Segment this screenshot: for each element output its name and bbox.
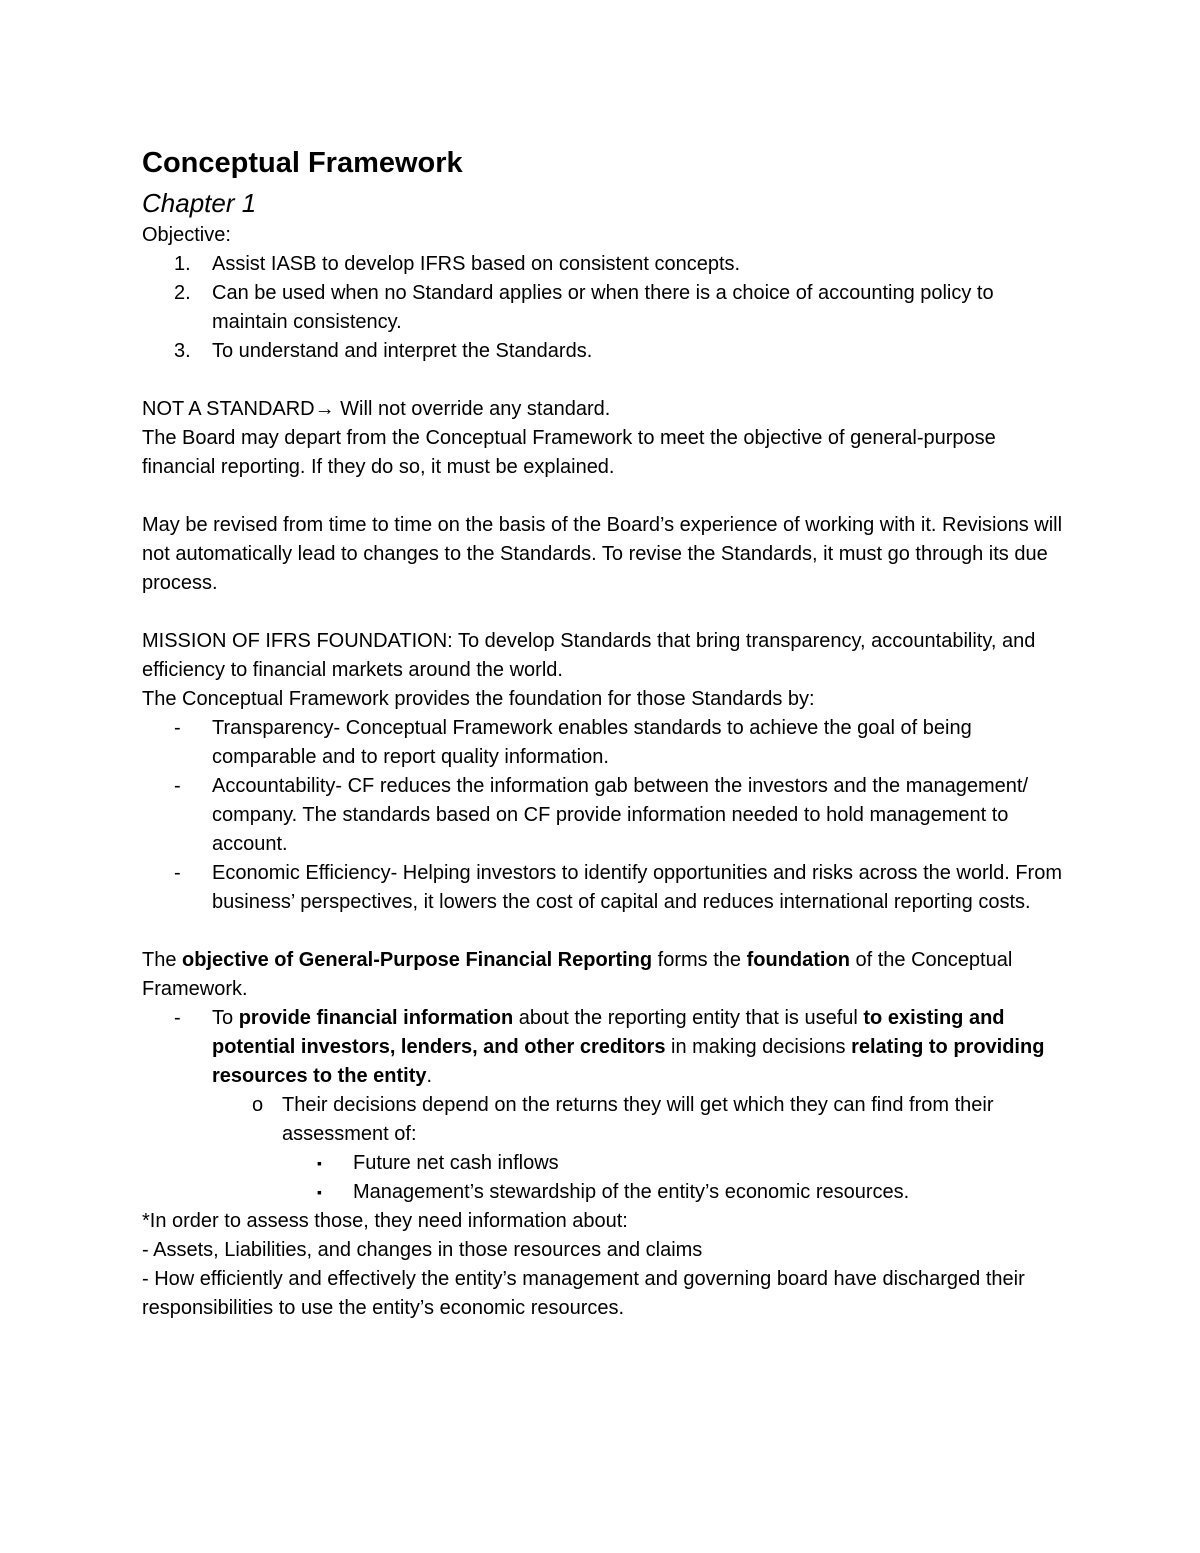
list-item [142, 772, 1070, 859]
bold-run: foundation [746, 949, 850, 971]
square-bullet-icon: ▪ [317, 1155, 322, 1171]
page-title: Conceptual Framework [142, 147, 463, 179]
bold-run: provide financial information [238, 1007, 514, 1029]
text-run: To [212, 1007, 239, 1029]
list-item-text: Can be used when no Standard applies or when there is a choice of accounting policy to maintain consistency. [212, 282, 994, 333]
list-marker: - [174, 1007, 181, 1029]
list-item [142, 1091, 1070, 1149]
text-run: in making decisions [665, 1036, 852, 1058]
assessment-note: - How efficiently and effectively the entity’s management and governing board have discharged their responsibilities to use the entity’s economic resources. [142, 1268, 1025, 1319]
list-item [142, 1178, 1070, 1207]
objective-label: Objective: [142, 224, 231, 246]
list-item-text: Future net cash inflows [353, 1152, 559, 1174]
chapter-subtitle: Chapter 1 [142, 188, 257, 218]
list-item-text: Their decisions depend on the returns they will get which they can find from their assessment of: [282, 1094, 994, 1145]
list-item-text: Assist IASB to develop IFRS based on consistent concepts. [212, 253, 741, 275]
text-run: forms the [652, 949, 747, 971]
gpfr-list [142, 1004, 1070, 1091]
bold-run: relating to providing resources to the entity [212, 1036, 1045, 1087]
text-run: . [426, 1065, 433, 1087]
list-marker: 3. [174, 340, 191, 362]
list-marker: 2. [174, 282, 191, 304]
assessment-note: *In order to assess those, they need information about: [142, 1210, 628, 1232]
text-run: about the reporting entity that is useful [513, 1007, 864, 1029]
bold-run: objective of General-Purpose Financial Reporting [182, 949, 653, 971]
list-marker: - [174, 862, 181, 884]
list-item [142, 714, 1070, 772]
foundation-intro: The Conceptual Framework provides the foundation for those Standards by: [142, 688, 815, 710]
list-item-text: Economic Efficiency- Helping investors to identify opportunities and risks across the world. From business’ perspectives, it lowers the cost of capital and reduces international reporting costs. [212, 862, 1062, 913]
list-item [142, 859, 1070, 917]
list-item [142, 279, 1070, 337]
list-marker: - [174, 775, 181, 797]
list-marker: - [174, 717, 181, 739]
list-item-text: Transparency- Conceptual Framework enables standards to achieve the goal of being comparable and to report quality information. [212, 717, 972, 768]
list-item [142, 250, 1070, 279]
list-item [142, 1149, 1070, 1178]
gpfr-objective-paragraph [142, 946, 1070, 1004]
not-standard-line: NOT A STANDARD→ Will not override any standard. [142, 398, 611, 420]
bold-run: to existing and potential investors, lenders, and other creditors [212, 1007, 1005, 1058]
list-marker: 1. [174, 253, 191, 275]
list-item-text: Accountability- CF reduces the information gab between the investors and the management/ company. The standards based on CF provide information needed to hold management to account. [212, 775, 1029, 855]
board-depart-paragraph: The Board may depart from the Conceptual Framework to meet the objective of general-purpose financial reporting. If they do so, it must be explained. [142, 427, 996, 478]
revision-paragraph: May be revised from time to time on the basis of the Board’s experience of working with it. Revisions will not automatically lead to changes to the Standards. To revise the Standards, it must go through its due process. [142, 514, 1063, 594]
gpfr-sublist [142, 1091, 1070, 1149]
text-run: of the Conceptual Framework. [142, 949, 1013, 1000]
list-item-text: Management’s stewardship of the entity’s economic resources. [353, 1181, 910, 1203]
list-item-text: To understand and interpret the Standards. [212, 340, 593, 362]
list-item [142, 337, 1070, 366]
square-bullet-icon: ▪ [317, 1184, 322, 1200]
list-item [142, 1004, 1070, 1091]
mission-paragraph: MISSION OF IFRS FOUNDATION: To develop Standards that bring transparency, accountability, and efficiency to financial markets around the world. [142, 630, 1036, 681]
objective-list [142, 250, 1070, 366]
assessment-note: - Assets, Liabilities, and changes in those resources and claims [142, 1239, 703, 1261]
circle-bullet-icon: o [252, 1094, 264, 1116]
mission-list [142, 714, 1070, 917]
text-run: The [142, 949, 183, 971]
gpfr-subsublist [142, 1149, 1070, 1207]
